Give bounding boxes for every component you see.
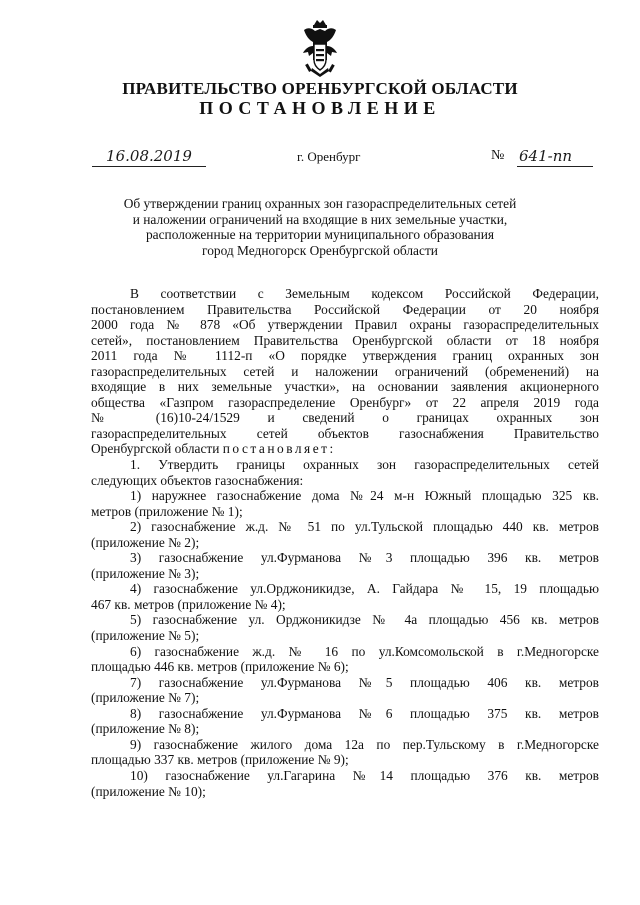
- preamble-last-line: [91, 441, 599, 457]
- subject-line: и наложении ограничений на входящие в них земельные участки,: [132, 211, 508, 227]
- preamble-paragraph: [91, 286, 599, 457]
- preamble-line: газораспределительных сетей объектов газоснабжения Правительство: [91, 425, 599, 441]
- object-line: 2) газоснабжение ж.д. № 51 по ул.Тульской площадью 440 кв. метров: [130, 519, 599, 535]
- subject-line: расположенные на территории муниципального образования: [145, 227, 495, 243]
- preamble-line: общества «Газпром газораспределение Оренбург» от 22 апреля 2019 года: [91, 394, 599, 410]
- item-1: [91, 457, 599, 488]
- document-city: г. Оренбург: [297, 149, 361, 164]
- preamble-line: Оренбургской области: [91, 441, 223, 457]
- preamble-line: газораспределительных сетей и наложении ограничений (обременений) на: [91, 363, 599, 379]
- object-line: (приложение № 8);: [91, 721, 200, 737]
- object-item: [91, 550, 599, 581]
- document-meta: [0, 146, 640, 170]
- object-item: [91, 675, 599, 706]
- preamble-line: В соответствии с Земельным кодексом Российской Федерации,: [130, 286, 599, 301]
- object-line: 6) газоснабжение ж.д. № 16 по ул.Комсомольской в г.Медногорске: [130, 643, 599, 659]
- object-item: [91, 706, 599, 737]
- object-item: [91, 519, 599, 550]
- object-line: (приложение № 7);: [91, 690, 200, 706]
- object-item: [91, 768, 599, 799]
- object-line: метров (приложение № 1);: [91, 503, 243, 519]
- number-label: №: [491, 148, 505, 163]
- preamble-line: № (16)10-24/1529 и сведений о границах охранных зон: [91, 410, 599, 426]
- object-line: 10) газоснабжение ул.Гагарина №14 площадью 376 кв. метров: [130, 767, 599, 783]
- document-type: ПОСТАНОВЛЕНИЕ: [199, 98, 441, 118]
- object-line: площадью 337 кв. метров (приложение № 9);: [91, 752, 349, 768]
- object-item: [91, 644, 599, 675]
- object-line: 3) газоснабжение ул.Фурманова №3 площадью 396 кв. метров: [130, 550, 599, 566]
- object-line: 8) газоснабжение ул.Фурманова №6 площадью 375 кв. метров: [130, 705, 599, 721]
- preamble-line: постановлением Правительства Российской Федерации от 20 ноября: [91, 301, 599, 317]
- preamble-line: 2000 года № 878 «Об утверждении Правил охраны газораспределительных: [91, 317, 599, 333]
- object-item: [91, 581, 599, 612]
- object-line: (приложение № 5);: [91, 628, 200, 644]
- object-line: 467 кв. метров (приложение № 4);: [91, 596, 286, 612]
- document-body: [91, 286, 599, 799]
- item-1-line: следующих объектов газоснабжения:: [91, 472, 304, 488]
- subject-line: город Медногорск Оренбургской области: [202, 242, 438, 258]
- preamble-line: 2011 года № 1112-п «О порядке утверждения границ охранных зон: [91, 348, 599, 364]
- object-line: площадью 446 кв. метров (приложение № 6);: [91, 659, 349, 675]
- object-line: (приложение № 2);: [91, 534, 200, 550]
- preamble-line: входящие в них земельные участки», на основании заявления акционерного: [91, 379, 599, 395]
- item-1-line: 1. Утвердить границы охранных зон газораспределительных сетей: [130, 457, 599, 473]
- object-item: [91, 612, 599, 643]
- object-line: (приложение № 10);: [91, 783, 206, 799]
- object-line: 1) наружнее газоснабжение дома №24 м-н Южный площадью 325 кв.: [130, 488, 599, 504]
- object-line: 9) газоснабжение жилого дома 12а по пер.Тульскому в г.Медногорске: [130, 736, 599, 752]
- document-subject: [100, 196, 540, 258]
- coat-of-arms-icon: [298, 16, 342, 78]
- object-line: 7) газоснабжение ул.Фурманова №5 площадью 406 кв. метров: [130, 674, 599, 690]
- document-date: 16.08.2019: [92, 146, 206, 167]
- subject-line: Об утверждении границ охранных зон газораспределительных сетей: [123, 196, 517, 211]
- object-line: 5) газоснабжение ул. Орджоникидзе № 4а площадью 456 кв. метров: [130, 612, 599, 628]
- object-item: [91, 488, 599, 519]
- object-item: [91, 737, 599, 768]
- document-number: 641-пп: [517, 146, 593, 167]
- government-title: ПРАВИТЕЛЬСТВО ОРЕНБУРГСКОЙ ОБЛАСТИ: [122, 79, 518, 98]
- decree-word: постановляет:: [222, 441, 336, 457]
- preamble-line: сетей», постановлением Правительства Оренбургской области от 18 ноября: [91, 332, 599, 348]
- object-line: (приложение № 3);: [91, 565, 200, 581]
- object-line: 4) газоснабжение ул.Орджоникидзе, А. Гайдара № 15, 19 площадью: [130, 581, 599, 597]
